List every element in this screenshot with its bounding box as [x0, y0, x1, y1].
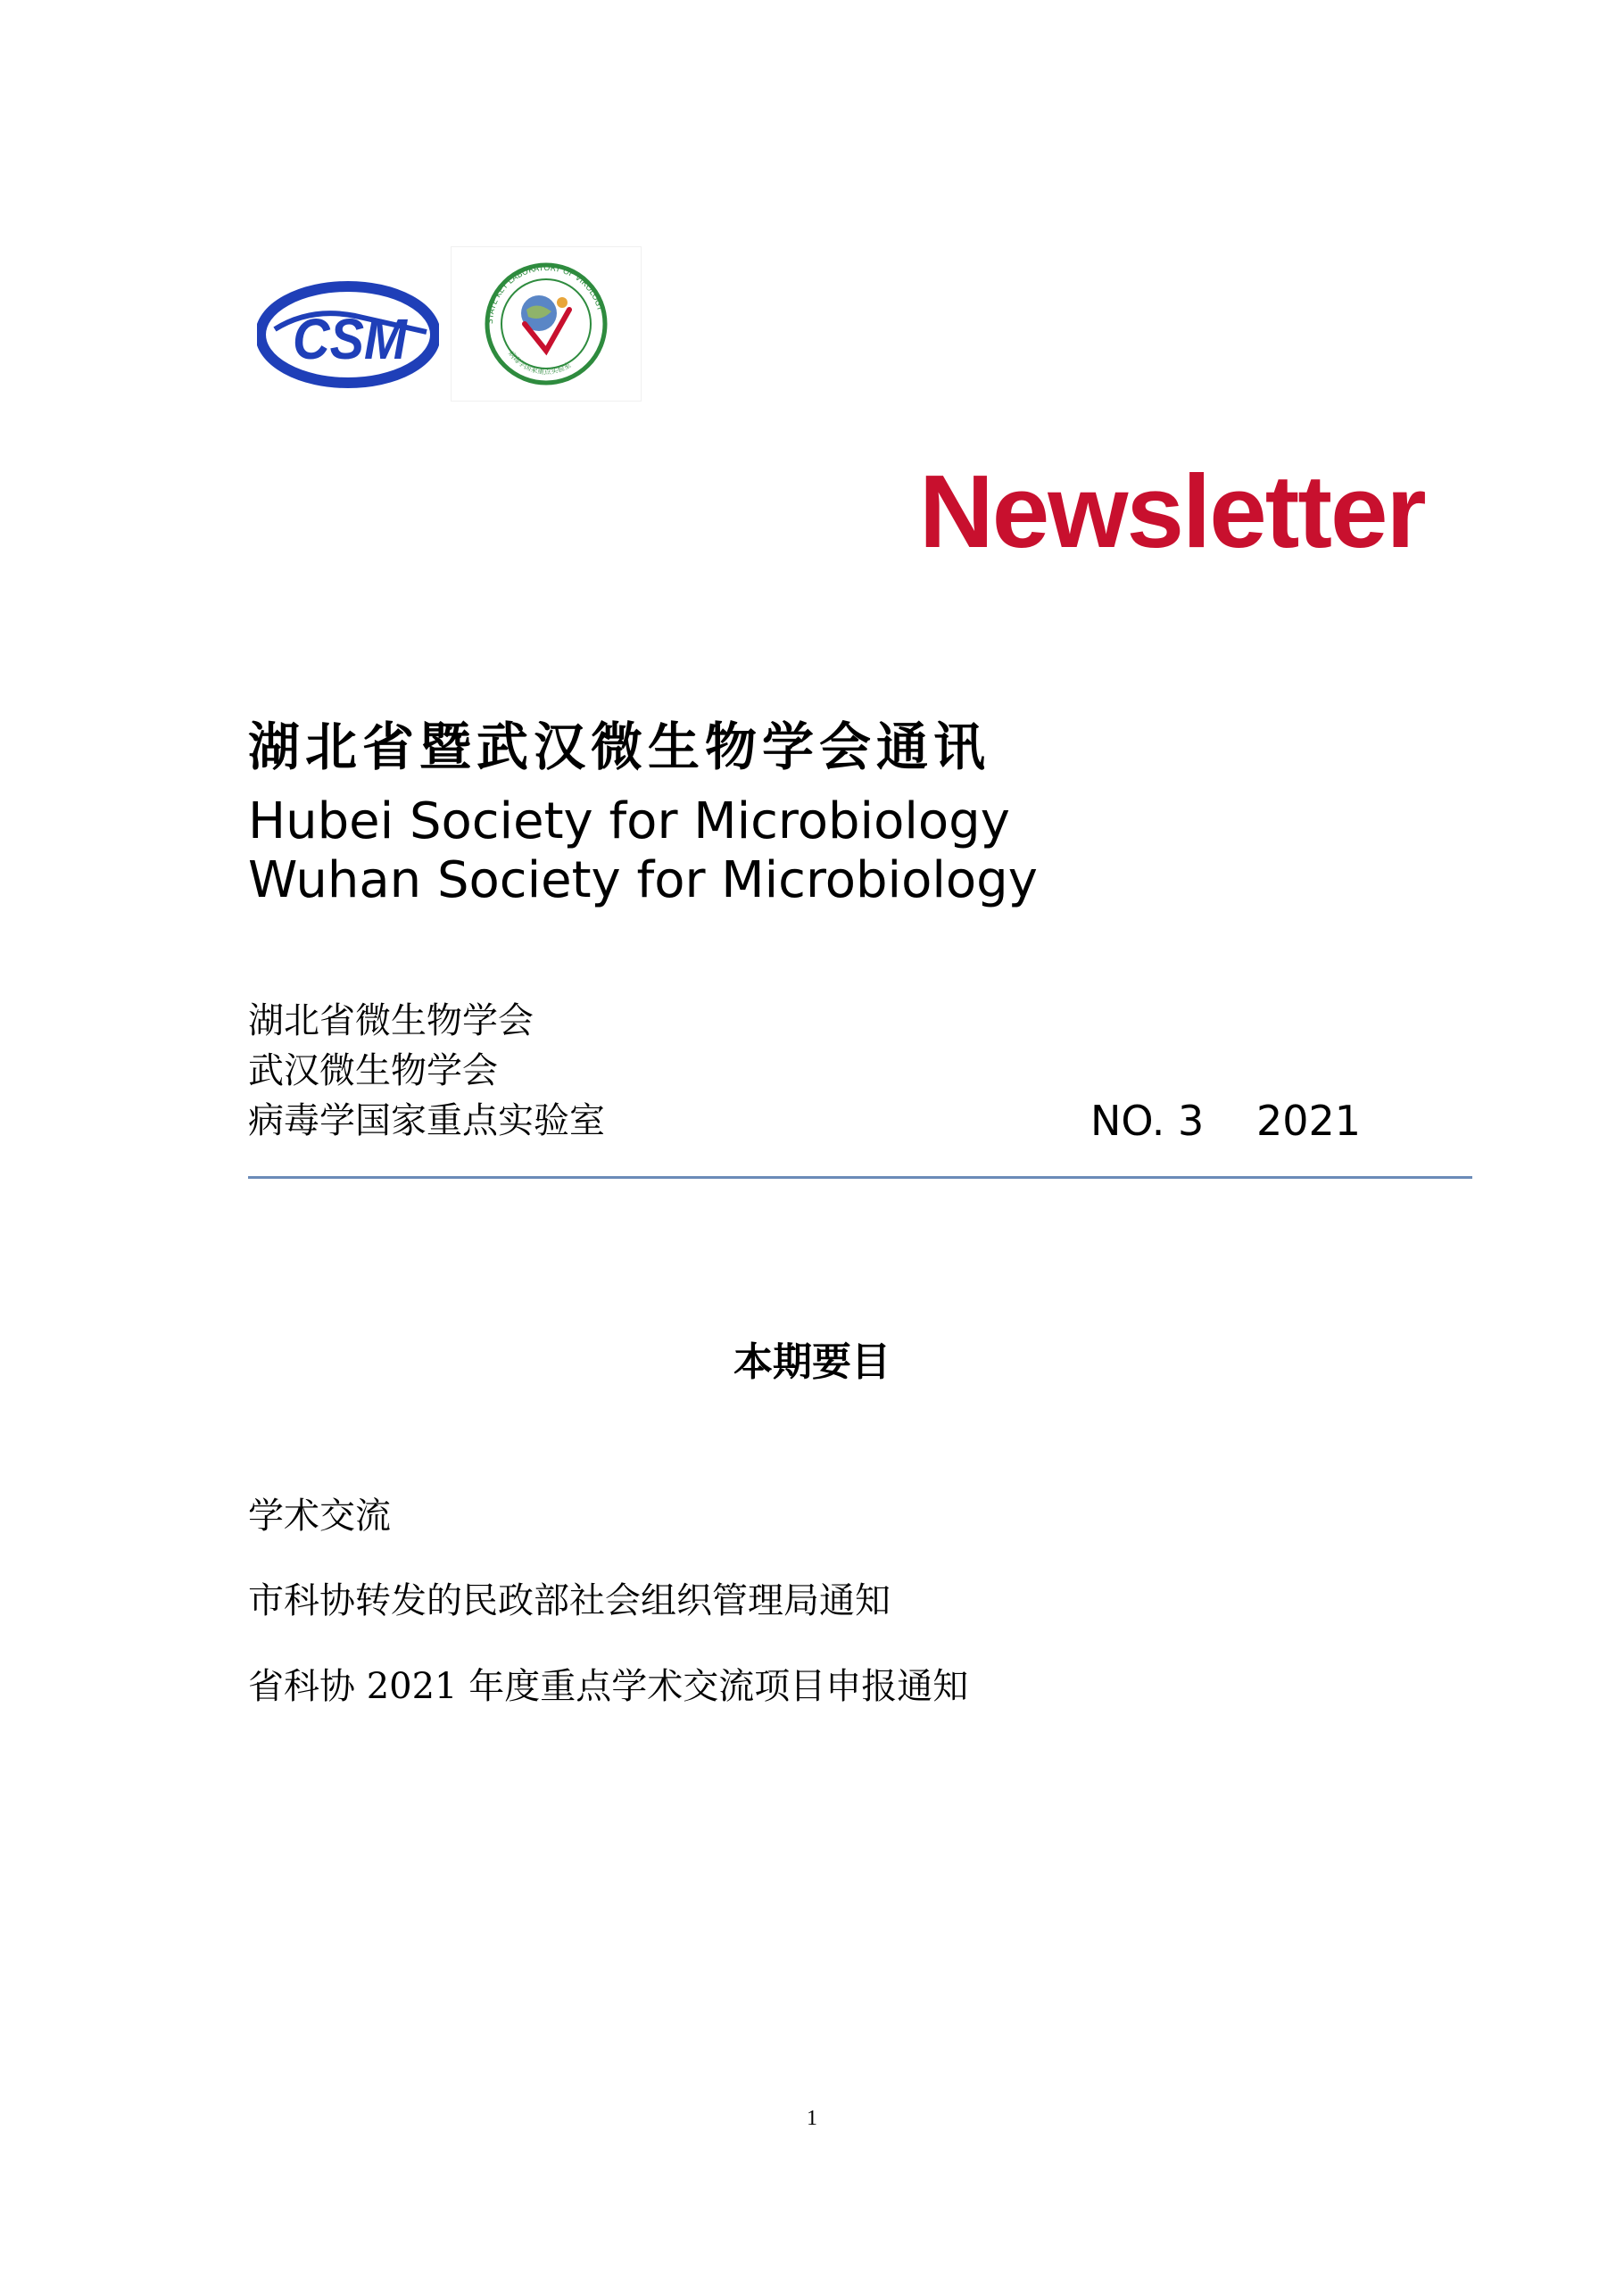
- virology-seal-graphic: [452, 247, 641, 401]
- toc-item-project-application-notice: 省科协 2021 年度重点学术交流项目申报通知: [248, 1666, 969, 1707]
- virology-lab-logo: [451, 246, 642, 402]
- seal-text: STATE KEY LABORATORY OF VIROLOGY: [485, 263, 605, 325]
- csm-logo-graphic: [257, 280, 439, 389]
- toc-item-civil-affairs-notice: 市科协转发的民政部社会组织管理局通知: [248, 1580, 891, 1621]
- contents-heading: 本期要目: [733, 1339, 891, 1385]
- organizer-virology-lab: 病毒学国家重点实验室: [248, 1100, 605, 1141]
- page-number: 1: [807, 2107, 817, 2130]
- csm-logo: [257, 280, 439, 389]
- issue-number: NO. 3: [1090, 1097, 1205, 1145]
- hubei-society-english-title: Hubei Society for Microbiology: [248, 792, 1010, 850]
- toc-item-academic-exchange: 学术交流: [248, 1496, 391, 1537]
- wuhan-society-english-title: Wuhan Society for Microbiology: [248, 851, 1038, 909]
- seal-text-cn: 病毒学国家重点实验室: [507, 349, 573, 377]
- chinese-society-title: 湖北省暨武汉微生物学会通讯: [248, 717, 991, 777]
- organizer-hubei: 湖北省微生物学会: [248, 1000, 534, 1041]
- csm-logo-text: CSM: [293, 307, 409, 371]
- issue-year: 2021: [1256, 1097, 1362, 1145]
- header-divider: [248, 1176, 1472, 1179]
- newsletter-title: Newsletter: [919, 453, 1425, 569]
- organizer-wuhan: 武汉微生物学会: [248, 1050, 498, 1091]
